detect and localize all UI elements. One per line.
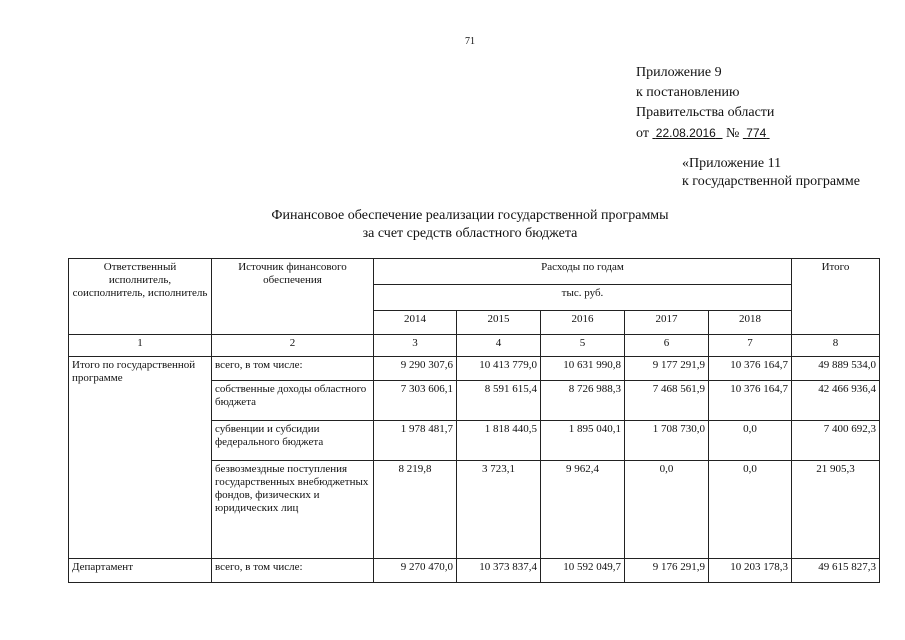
value-cell: 9 176 291,9 [625,559,709,583]
value-cell: 9 962,4 [541,461,625,559]
group-label: Итого по государственной программе [69,357,212,559]
title-line-2: за счет средств областного бюджета [362,226,578,241]
header-expenses: Расходы по годам [374,259,792,285]
header-unit: тыс. руб. [374,285,792,311]
appendix-line-3: Правительства области [636,105,775,120]
value-cell: 49 615 827,3 [792,559,880,583]
value-cell: 10 592 049,7 [541,559,625,583]
value-cell: 7 468 561,9 [625,381,709,421]
value-cell: 10 376 164,7 [709,381,792,421]
header-source: Источник финансового обеспечения [212,259,374,335]
table-row [69,559,880,583]
value-cell: 10 413 779,0 [457,357,541,381]
value-cell: 8 591 615,4 [457,381,541,421]
column-number: 4 [457,335,541,357]
appendix-line-2: к постановлению [636,85,740,100]
value-cell: 49 889 534,0 [792,357,880,381]
value-cell: 7 303 606,1 [374,381,457,421]
header-year: 2014 [374,311,457,335]
header-year: 2018 [709,311,792,335]
value-cell: 1 708 730,0 [625,421,709,461]
number-label: № [726,126,740,141]
decree-date: 22.08.2016 [655,126,716,140]
appendix-date-line [636,123,774,144]
column-number: 7 [709,335,792,357]
source-cell: всего, в том числе: [212,357,374,381]
appendix2-line-2: к государственной программе [682,174,860,189]
value-cell: 42 466 936,4 [792,381,880,421]
value-cell: 7 400 692,3 [792,421,880,461]
value-cell: 8 219,8 [374,461,457,559]
value-cell: 9 270 470,0 [374,559,457,583]
column-number: 3 [374,335,457,357]
group-label: Департамент [69,559,212,583]
appendix-block [636,63,774,144]
column-number: 2 [212,335,374,357]
value-cell: 0,0 [625,461,709,559]
value-cell: 9 290 307,6 [374,357,457,381]
financing-table [68,258,880,583]
column-number: 1 [69,335,212,357]
value-cell: 10 373 837,4 [457,559,541,583]
header-year: 2017 [625,311,709,335]
value-cell: 9 177 291,9 [625,357,709,381]
from-label: от [636,126,649,141]
column-number: 5 [541,335,625,357]
value-cell: 8 726 988,3 [541,381,625,421]
appendix-line-1: Приложение 9 [636,65,722,80]
column-number: 6 [625,335,709,357]
value-cell: 10 203 178,3 [709,559,792,583]
header-year: 2015 [457,311,541,335]
value-cell: 10 376 164,7 [709,357,792,381]
header-total: Итого [792,259,880,335]
value-cell: 10 631 990,8 [541,357,625,381]
header-year: 2016 [541,311,625,335]
source-cell: собственные доходы областного бюджета [212,381,374,421]
value-cell: 3 723,1 [457,461,541,559]
value-cell: 21 905,3 [792,461,880,559]
column-number: 8 [792,335,880,357]
document-title [200,207,740,243]
decree-number: 774 [746,126,767,140]
source-cell: субвенции и субсидии федерального бюджета [212,421,374,461]
source-cell: безвозмездные поступления государственных внебюджетных фондов, физических и юридических лиц [212,461,374,559]
value-cell: 1 818 440,5 [457,421,541,461]
appendix2-line-1: «Приложение 11 [682,156,782,171]
value-cell: 0,0 [709,461,792,559]
title-line-1: Финансовое обеспечение реализации государственной программы [271,208,669,223]
value-cell: 1 895 040,1 [541,421,625,461]
value-cell: 1 978 481,7 [374,421,457,461]
header-executor: Ответственный исполнитель, соисполнитель, исполнитель [69,259,212,335]
appendix2-block [682,155,860,191]
page-number: 71 [465,36,475,47]
table-row [69,357,880,381]
value-cell: 0,0 [709,421,792,461]
source-cell: всего, в том числе: [212,559,374,583]
